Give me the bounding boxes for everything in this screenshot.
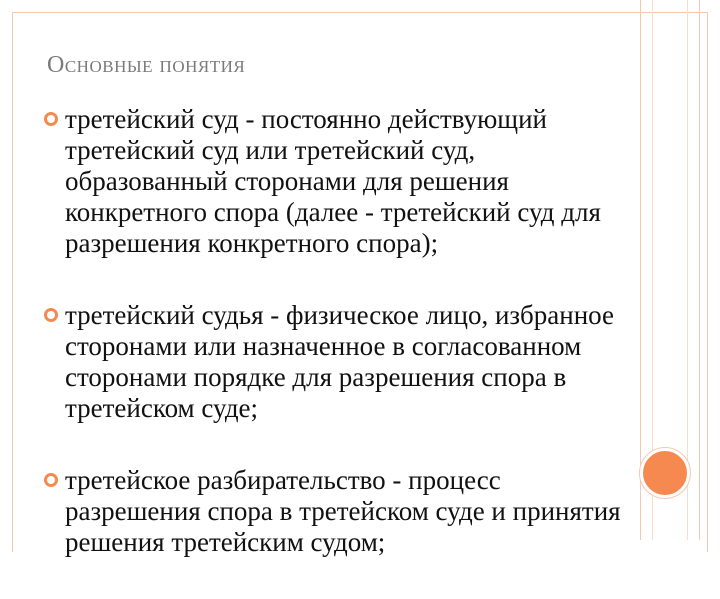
bullet-icon: [44, 473, 58, 487]
bullet-icon: [44, 112, 58, 126]
decorative-circle-icon: [640, 448, 690, 498]
bullet-icon: [44, 308, 58, 322]
list-item: [40, 465, 640, 558]
list-item: [40, 300, 640, 424]
bullet-list: [40, 104, 640, 599]
list-item-text: третейский суд - постоянно действующий третейский суд или третейский суд, образованный сторонами для решения конкретного спора (далее - третейский суд для разрешения конкретного спора);: [65, 104, 601, 258]
list-item-text: третейское разбирательство - процесс разрешения спора в третейском суде и принятия решения третейским судом;: [65, 465, 621, 557]
list-item: [40, 104, 640, 259]
list-item-text: третейский судья - физическое лицо, избранное сторонами или назначенное в согласованном сторонами порядке для разрешения спора в третейском суде;: [65, 300, 614, 423]
slide-title: Основные понятия: [47, 52, 246, 78]
